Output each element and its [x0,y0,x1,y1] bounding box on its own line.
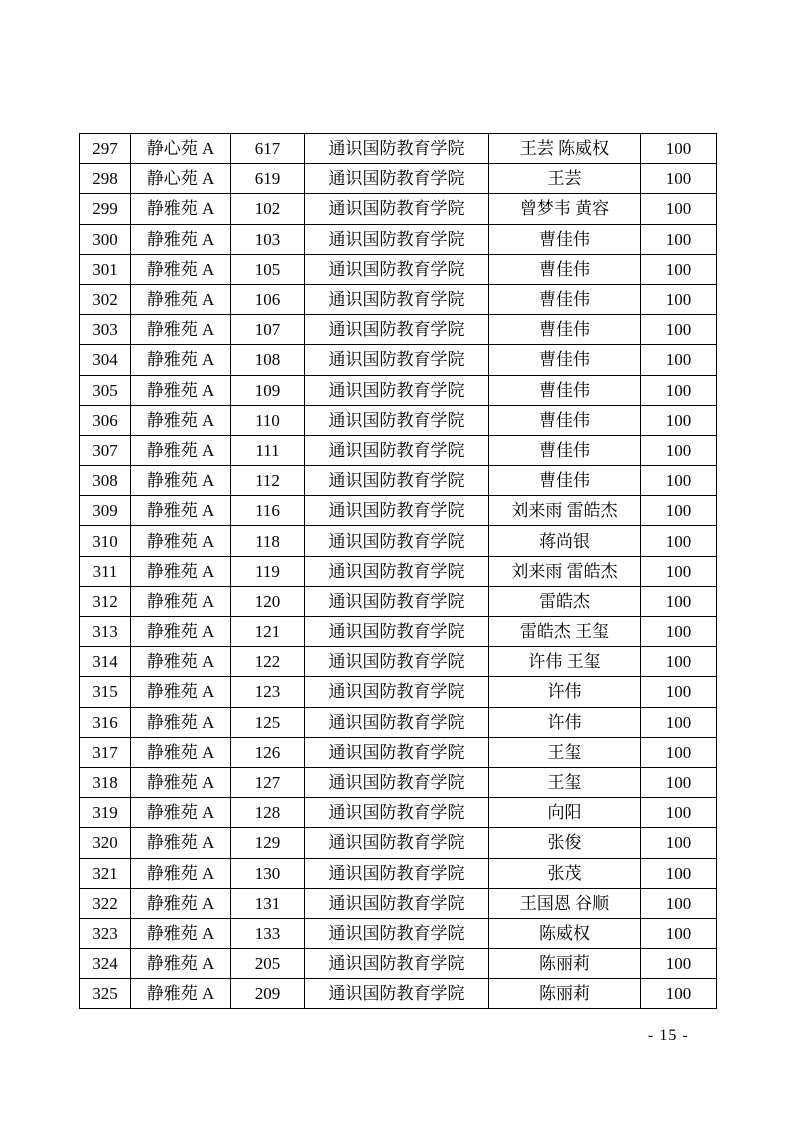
college-cell: 通识国防教育学院 [305,918,489,948]
table-row [80,496,717,526]
staff-cell: 曹佳伟 [489,466,641,496]
room-number-cell: 129 [231,828,305,858]
room-number-cell: 617 [231,134,305,164]
college-cell: 通识国防教育学院 [305,677,489,707]
score-cell: 100 [641,767,717,797]
building-cell: 静雅苑 A [131,466,231,496]
table-row [80,194,717,224]
dormitory-score-table [79,133,717,1009]
building-cell: 静雅苑 A [131,375,231,405]
row-number-cell: 310 [80,526,131,556]
college-cell: 通识国防教育学院 [305,707,489,737]
room-number-cell: 102 [231,194,305,224]
row-number-cell: 322 [80,888,131,918]
room-number-cell: 133 [231,918,305,948]
staff-cell: 向阳 [489,798,641,828]
table-row [80,918,717,948]
score-cell: 100 [641,828,717,858]
college-cell: 通识国防教育学院 [305,164,489,194]
row-number-cell: 312 [80,586,131,616]
score-cell: 100 [641,707,717,737]
row-number-cell: 309 [80,496,131,526]
staff-cell: 陈威权 [489,918,641,948]
row-number-cell: 314 [80,647,131,677]
row-number-cell: 315 [80,677,131,707]
college-cell: 通识国防教育学院 [305,375,489,405]
staff-cell: 蒋尚银 [489,526,641,556]
building-cell: 静雅苑 A [131,345,231,375]
row-number-cell: 318 [80,767,131,797]
college-cell: 通识国防教育学院 [305,949,489,979]
building-cell: 静雅苑 A [131,617,231,647]
room-number-cell: 205 [231,949,305,979]
building-cell: 静雅苑 A [131,767,231,797]
row-number-cell: 306 [80,405,131,435]
table-row [80,586,717,616]
room-number-cell: 125 [231,707,305,737]
staff-cell: 张俊 [489,828,641,858]
row-number-cell: 305 [80,375,131,405]
score-cell: 100 [641,224,717,254]
table-row [80,375,717,405]
staff-cell: 陈丽莉 [489,979,641,1009]
room-number-cell: 105 [231,254,305,284]
building-cell: 静雅苑 A [131,496,231,526]
staff-cell: 王玺 [489,767,641,797]
staff-cell: 许伟 王玺 [489,647,641,677]
college-cell: 通识国防教育学院 [305,345,489,375]
row-number-cell: 304 [80,345,131,375]
college-cell: 通识国防教育学院 [305,134,489,164]
room-number-cell: 119 [231,556,305,586]
college-cell: 通识国防教育学院 [305,466,489,496]
room-number-cell: 128 [231,798,305,828]
room-number-cell: 103 [231,224,305,254]
building-cell: 静雅苑 A [131,677,231,707]
score-cell: 100 [641,586,717,616]
building-cell: 静雅苑 A [131,979,231,1009]
row-number-cell: 301 [80,254,131,284]
college-cell: 通识国防教育学院 [305,496,489,526]
building-cell: 静雅苑 A [131,586,231,616]
score-cell: 100 [641,254,717,284]
score-cell: 100 [641,737,717,767]
room-number-cell: 123 [231,677,305,707]
table-row [80,526,717,556]
staff-cell: 曹佳伟 [489,254,641,284]
college-cell: 通识国防教育学院 [305,405,489,435]
score-cell: 100 [641,556,717,586]
row-number-cell: 313 [80,617,131,647]
staff-cell: 张茂 [489,858,641,888]
staff-cell: 曹佳伟 [489,345,641,375]
staff-cell: 曹佳伟 [489,284,641,314]
college-cell: 通识国防教育学院 [305,586,489,616]
row-number-cell: 308 [80,466,131,496]
row-number-cell: 303 [80,315,131,345]
building-cell: 静雅苑 A [131,526,231,556]
building-cell: 静雅苑 A [131,918,231,948]
college-cell: 通识国防教育学院 [305,737,489,767]
staff-cell: 陈丽莉 [489,949,641,979]
score-cell: 100 [641,858,717,888]
row-number-cell: 324 [80,949,131,979]
score-cell: 100 [641,918,717,948]
college-cell: 通识国防教育学院 [305,254,489,284]
staff-cell: 曹佳伟 [489,405,641,435]
table-row [80,617,717,647]
table-row [80,134,717,164]
college-cell: 通识国防教育学院 [305,526,489,556]
row-number-cell: 317 [80,737,131,767]
college-cell: 通识国防教育学院 [305,888,489,918]
college-cell: 通识国防教育学院 [305,224,489,254]
room-number-cell: 131 [231,888,305,918]
row-number-cell: 298 [80,164,131,194]
score-cell: 100 [641,979,717,1009]
table-row [80,767,717,797]
score-cell: 100 [641,134,717,164]
table-row [80,254,717,284]
college-cell: 通识国防教育学院 [305,798,489,828]
college-cell: 通识国防教育学院 [305,858,489,888]
table-row [80,224,717,254]
staff-cell: 曾梦韦 黄容 [489,194,641,224]
score-cell: 100 [641,375,717,405]
table-row [80,164,717,194]
score-cell: 100 [641,798,717,828]
room-number-cell: 108 [231,345,305,375]
table-row [80,466,717,496]
room-number-cell: 127 [231,767,305,797]
score-cell: 100 [641,677,717,707]
score-cell: 100 [641,435,717,465]
score-cell: 100 [641,194,717,224]
room-number-cell: 118 [231,526,305,556]
room-number-cell: 112 [231,466,305,496]
row-number-cell: 320 [80,828,131,858]
table-row [80,284,717,314]
room-number-cell: 107 [231,315,305,345]
building-cell: 静雅苑 A [131,224,231,254]
row-number-cell: 316 [80,707,131,737]
building-cell: 静雅苑 A [131,707,231,737]
table-row [80,888,717,918]
building-cell: 静雅苑 A [131,254,231,284]
building-cell: 静雅苑 A [131,828,231,858]
table-row [80,315,717,345]
table-row [80,798,717,828]
row-number-cell: 297 [80,134,131,164]
staff-cell: 王芸 [489,164,641,194]
staff-cell: 曹佳伟 [489,224,641,254]
college-cell: 通识国防教育学院 [305,767,489,797]
table-row [80,405,717,435]
row-number-cell: 319 [80,798,131,828]
score-cell: 100 [641,345,717,375]
college-cell: 通识国防教育学院 [305,647,489,677]
score-cell: 100 [641,466,717,496]
table-row [80,647,717,677]
college-cell: 通识国防教育学院 [305,284,489,314]
table-row [80,345,717,375]
staff-cell: 许伟 [489,677,641,707]
room-number-cell: 106 [231,284,305,314]
room-number-cell: 209 [231,979,305,1009]
building-cell: 静雅苑 A [131,405,231,435]
building-cell: 静心苑 A [131,134,231,164]
score-cell: 100 [641,526,717,556]
room-number-cell: 122 [231,647,305,677]
score-cell: 100 [641,315,717,345]
row-number-cell: 321 [80,858,131,888]
college-cell: 通识国防教育学院 [305,556,489,586]
score-cell: 100 [641,164,717,194]
room-number-cell: 120 [231,586,305,616]
college-cell: 通识国防教育学院 [305,435,489,465]
building-cell: 静雅苑 A [131,858,231,888]
table-row [80,858,717,888]
building-cell: 静雅苑 A [131,737,231,767]
staff-cell: 雷皓杰 [489,586,641,616]
room-number-cell: 126 [231,737,305,767]
row-number-cell: 302 [80,284,131,314]
staff-cell: 曹佳伟 [489,435,641,465]
table-row [80,435,717,465]
staff-cell: 王玺 [489,737,641,767]
building-cell: 静雅苑 A [131,949,231,979]
table-row [80,556,717,586]
college-cell: 通识国防教育学院 [305,979,489,1009]
table-row [80,979,717,1009]
table-row [80,828,717,858]
score-cell: 100 [641,617,717,647]
row-number-cell: 307 [80,435,131,465]
row-number-cell: 311 [80,556,131,586]
staff-cell: 曹佳伟 [489,315,641,345]
college-cell: 通识国防教育学院 [305,617,489,647]
room-number-cell: 116 [231,496,305,526]
staff-cell: 王芸 陈威权 [489,134,641,164]
building-cell: 静雅苑 A [131,435,231,465]
staff-cell: 刘来雨 雷皓杰 [489,556,641,586]
building-cell: 静雅苑 A [131,315,231,345]
table-row [80,737,717,767]
college-cell: 通识国防教育学院 [305,315,489,345]
table-body [80,134,717,1009]
row-number-cell: 300 [80,224,131,254]
staff-cell: 雷皓杰 王玺 [489,617,641,647]
building-cell: 静雅苑 A [131,647,231,677]
table-row [80,677,717,707]
room-number-cell: 111 [231,435,305,465]
table-row [80,949,717,979]
building-cell: 静雅苑 A [131,798,231,828]
score-cell: 100 [641,647,717,677]
staff-cell: 刘来雨 雷皓杰 [489,496,641,526]
score-cell: 100 [641,284,717,314]
room-number-cell: 619 [231,164,305,194]
score-cell: 100 [641,405,717,435]
row-number-cell: 299 [80,194,131,224]
building-cell: 静雅苑 A [131,888,231,918]
staff-cell: 王国恩 谷顺 [489,888,641,918]
row-number-cell: 325 [80,979,131,1009]
college-cell: 通识国防教育学院 [305,828,489,858]
score-cell: 100 [641,496,717,526]
building-cell: 静雅苑 A [131,194,231,224]
room-number-cell: 121 [231,617,305,647]
building-cell: 静雅苑 A [131,284,231,314]
score-cell: 100 [641,949,717,979]
building-cell: 静心苑 A [131,164,231,194]
building-cell: 静雅苑 A [131,556,231,586]
score-cell: 100 [641,888,717,918]
page-number: - 15 - [648,1027,689,1044]
college-cell: 通识国防教育学院 [305,194,489,224]
row-number-cell: 323 [80,918,131,948]
staff-cell: 许伟 [489,707,641,737]
room-number-cell: 109 [231,375,305,405]
room-number-cell: 130 [231,858,305,888]
table-row [80,707,717,737]
room-number-cell: 110 [231,405,305,435]
staff-cell: 曹佳伟 [489,375,641,405]
